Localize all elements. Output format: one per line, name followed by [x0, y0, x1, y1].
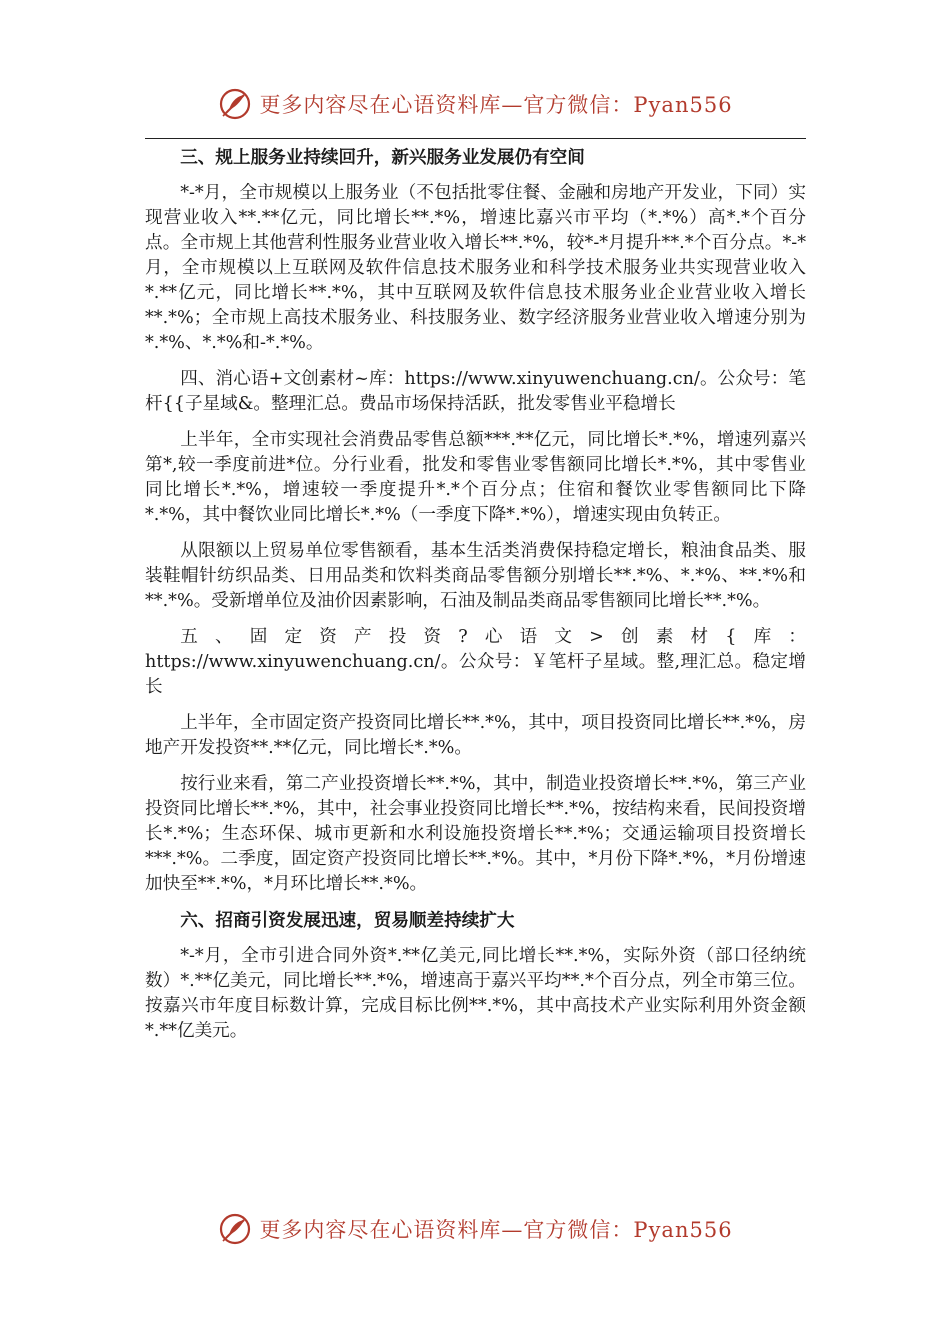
header-watermark — [0, 82, 950, 126]
header-watermark-text: 更多内容尽在心语资料库—官方微信：Pyan556 — [259, 93, 733, 117]
section-heading-5: 五、固定资产投资?心语文>创素材{库：https://www.xinyuwenchuang.cn/。公众号：￥笔杆子星域。整,理汇总。稳定增长 — [145, 627, 806, 697]
paragraph: *-*月，全市规模以上服务业（不包括批零住餐、金融和房地产开发业，下同）实现营业收入**.**亿元，同比增长**.*%，增速比嘉兴市平均（*.*%）高*.*个百分点。全市规上其他营利性服务业营业收入增长**.*%，较*-*月提升**.*个百分点。*-*月，全市规模以上互联网及软件信息技术服务业和科学技术服务业共实现营业收入*.**亿元，同比增长**.*%，其中互联网及软件信息技术服务业企业营业收入增长**.*%；全市规上高技术服务业、科技服务业、数字经济服务业营业收入增速分别为*.*%、*.*%和-*.*%。 — [145, 183, 806, 353]
paragraph: 按行业来看，第二产业投资增长**.*%，其中，制造业投资增长**.*%，第三产业投资同比增长**.*%，其中，社会事业投资同比增长**.*%，按结构来看，民间投资增长*.*%；生态环保、城市更新和水利设施投资增长**.*%；交通运输项目投资增长***.*%。二季度，固定资产投资同比增长**.*%。其中，*月份下降*.*%，*月份增速加快至**.*%，*月环比增长**.*%。 — [145, 774, 806, 894]
paragraph: 从限额以上贸易单位零售额看，基本生活类消费保持稳定增长，粮油食品类、服装鞋帽针纺织品类、日用品类和饮料类商品零售额分别增长**.*%、*.*%、**.*%和**.*%。受新增单位及油价因素影响，石油及制品类商品零售额同比增长**.*%。 — [145, 541, 806, 611]
paragraph: *-*月，全市引进合同外资*.**亿美元,同比增长**.*%，实际外资（部口径纳统数）*.**亿美元，同比增长**.*%，增速高于嘉兴平均**.*个百分点，列全市第三位。按嘉兴市年度目标数计算，完成目标比例**.*%，其中高技术产业实际利用外资金额*.**亿美元。 — [145, 946, 806, 1041]
section-heading-4: 四、消心语+文创素材~库：https://www.xinyuwenchuang.cn/。公众号：笔杆{{子星域&。整理汇总。费品市场保持活跃，批发零售业平稳增长 — [145, 369, 806, 414]
quill-logo-icon — [217, 86, 253, 122]
footer-watermark-text: 更多内容尽在心语资料库—官方微信：Pyan556 — [259, 1218, 733, 1242]
section-heading-6: 六、招商引资发展迅速，贸易顺差持续扩大 — [180, 910, 515, 931]
paragraph: 上半年，全市实现社会消费品零售总额***.**亿元，同比增长*.*%，增速列嘉兴第*,较一季度前进*位。分行业看，批发和零售业零售额同比增长*.*%，其中零售业同比增长*.*%，增速较一季度提升*.*个百分点；住宿和餐饮业零售额同比下降*.*%，其中餐饮业同比增长*.*%（一季度下降*.*%），增速实现由负转正。 — [145, 430, 806, 525]
section-heading-3: 三、规上服务业持续回升，新兴服务业发展仍有空间 — [180, 147, 585, 168]
quill-logo-icon — [217, 1211, 253, 1247]
header-divider — [145, 138, 806, 139]
paragraph: 上半年，全市固定资产投资同比增长**.*%，其中，项目投资同比增长**.*%，房地产开发投资**.**亿元，同比增长*.*%。 — [145, 713, 806, 758]
document-body — [145, 145, 806, 1044]
footer-watermark — [0, 1207, 950, 1251]
